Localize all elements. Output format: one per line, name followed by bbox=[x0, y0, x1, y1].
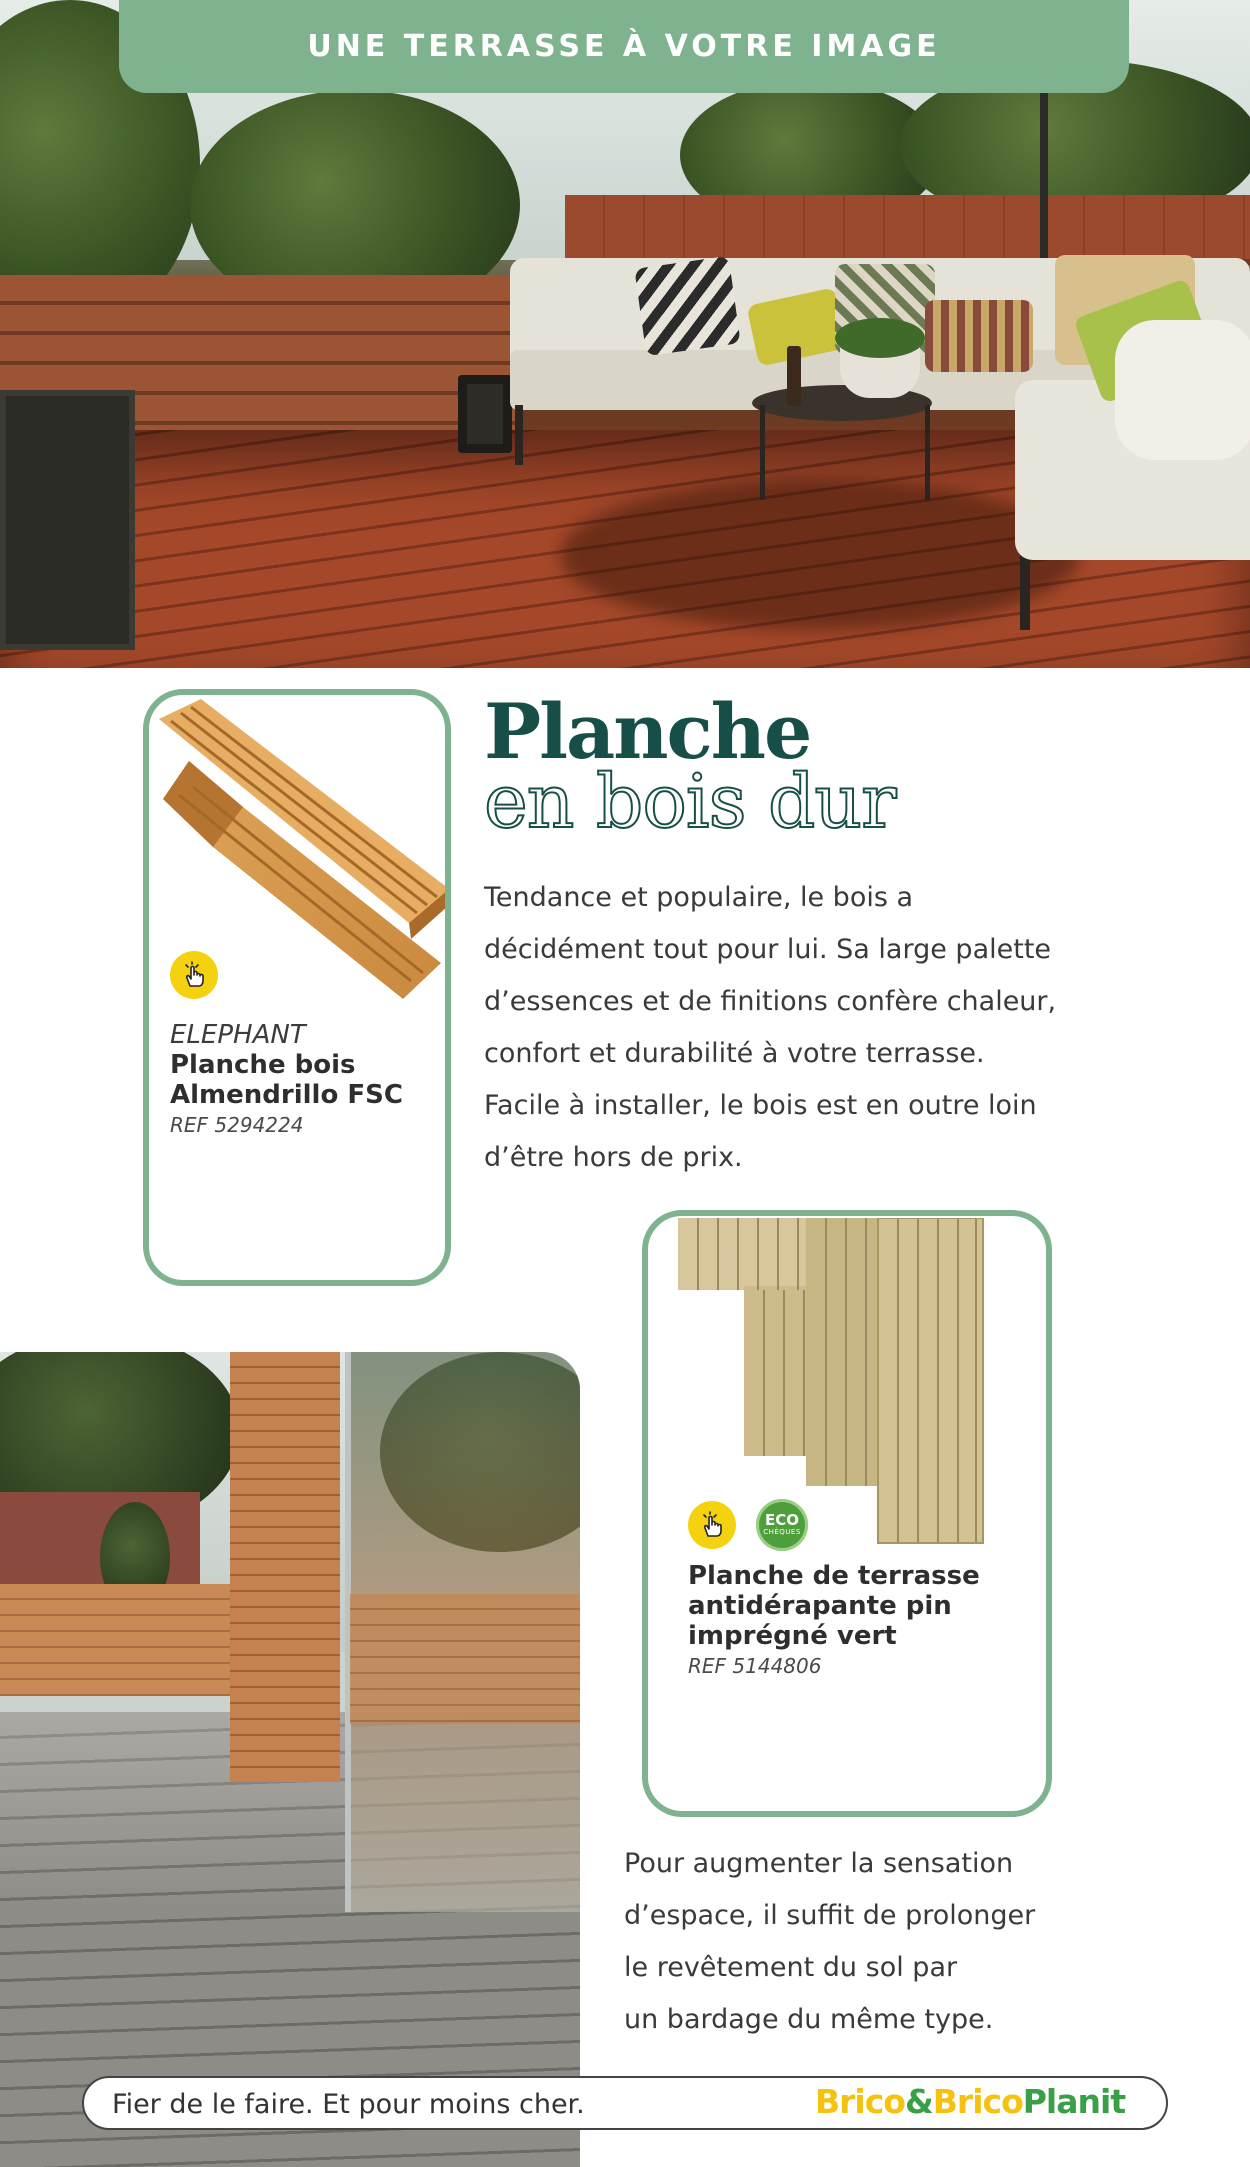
logo-planit: Planit bbox=[1022, 2082, 1126, 2121]
logo-brico-2: Brico bbox=[932, 2082, 1023, 2121]
intro-line: Tendance et populaire, le bois a bbox=[484, 882, 914, 913]
cladding-line: d’espace, il suffit de prolonger bbox=[624, 1900, 1036, 1931]
hero-lantern bbox=[458, 375, 512, 453]
eco-cheques-badge bbox=[756, 1499, 808, 1551]
product2-name-line2: antidérapante pin bbox=[688, 1591, 952, 1621]
intro-line: d’essences et de finitions confère chaleur, bbox=[484, 986, 1057, 1017]
hero-cushion bbox=[925, 300, 1033, 372]
eco-badge-line1: ECO bbox=[764, 1511, 799, 1529]
hero-shadow bbox=[560, 480, 1080, 630]
cladding-paragraph bbox=[624, 1838, 1224, 2046]
product2-name-line1: Planche de terrasse bbox=[688, 1561, 980, 1591]
page-title-line1: Planche bbox=[484, 687, 811, 776]
photo2-wood-cladding bbox=[230, 1352, 340, 1782]
cladding-terrace-photo bbox=[0, 1352, 580, 2167]
hero-sofa-leg bbox=[515, 405, 523, 465]
hero-cushion bbox=[634, 256, 740, 356]
eco-badge-line2: CHÈQUES bbox=[763, 1528, 801, 1536]
hero-cushion bbox=[1115, 320, 1250, 460]
intro-line: Facile à installer, le bois est en outre loin bbox=[484, 1090, 1037, 1121]
product-card-pin-impregne[interactable] bbox=[642, 1210, 1052, 1817]
hero-planter bbox=[0, 390, 135, 650]
hero-plant bbox=[835, 318, 925, 358]
product-card-almendrillo[interactable] bbox=[143, 689, 451, 1286]
logo-ampersand: & bbox=[904, 2082, 933, 2121]
hero-bottle bbox=[787, 346, 801, 406]
click-hand-icon bbox=[170, 951, 218, 999]
product1-brand: ELEPHANT bbox=[170, 1020, 306, 1050]
intro-line: confort et durabilité à votre terrasse. bbox=[484, 1038, 985, 1069]
pine-boards-image bbox=[678, 1218, 1018, 1548]
footer-slogan: Fier de le faire. Et pour moins cher. bbox=[112, 2089, 585, 2120]
hero-table-leg bbox=[760, 405, 765, 500]
click-hand-icon bbox=[688, 1501, 736, 1549]
banner-title: UNE TERRASSE À VOTRE IMAGE bbox=[307, 29, 941, 64]
photo2-wood-wall bbox=[0, 1584, 250, 1696]
cladding-line: Pour augmenter la sensation bbox=[624, 1848, 1014, 1879]
intro-paragraph bbox=[484, 872, 1224, 1184]
section-banner bbox=[119, 0, 1129, 93]
cladding-line: le revêtement du sol par bbox=[624, 1952, 958, 1983]
product2-ref: REF 5144806 bbox=[688, 1654, 822, 1678]
page-title-line2: en bois dur bbox=[484, 759, 896, 845]
product2-name-line3: imprégné vert bbox=[688, 1621, 897, 1651]
brico-planit-logo[interactable] bbox=[815, 2082, 1125, 2121]
cladding-line: un bardage du même type. bbox=[624, 2004, 994, 2035]
product1-name-line1: Planche bois bbox=[170, 1050, 356, 1080]
intro-line: décidément tout pour lui. Sa large palette bbox=[484, 934, 1052, 965]
product1-ref: REF 5294224 bbox=[170, 1113, 304, 1137]
intro-line: d’être hors de prix. bbox=[484, 1142, 743, 1173]
hero-table-leg bbox=[925, 405, 930, 500]
product1-name-line2: Almendrillo FSC bbox=[170, 1080, 403, 1110]
logo-brico-1: Brico bbox=[815, 2082, 905, 2121]
hero-terrace-photo bbox=[0, 0, 1250, 668]
photo2-reflected-wall bbox=[350, 1594, 580, 1724]
